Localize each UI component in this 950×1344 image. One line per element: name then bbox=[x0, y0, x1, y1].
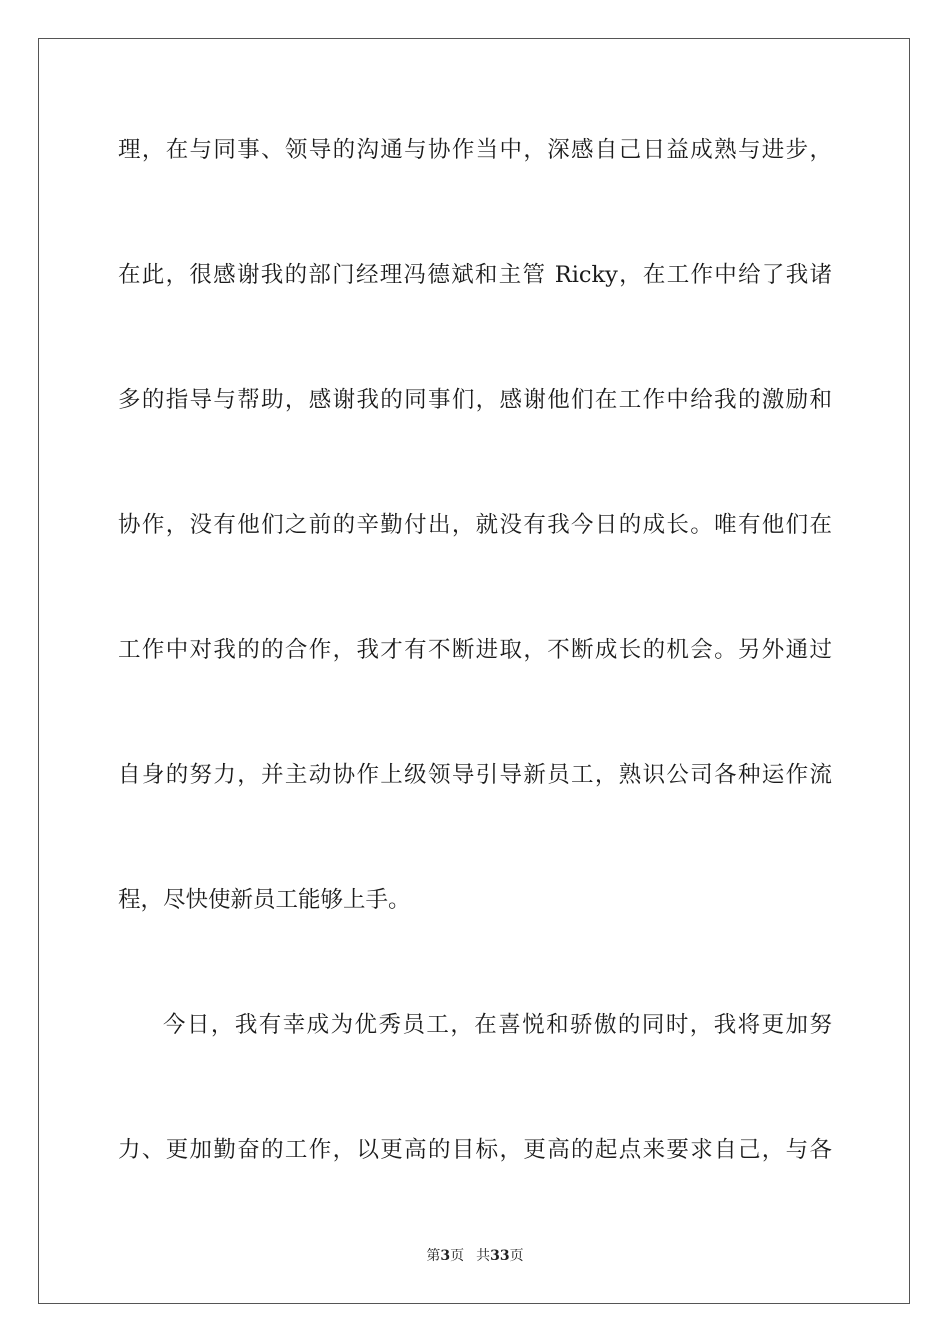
page-number: 3 bbox=[440, 1248, 451, 1264]
page-footer bbox=[0, 1246, 950, 1266]
text-line-5: 工作中对我的的合作，我才有不断进取，不断成长的机会。另外通过 bbox=[118, 637, 832, 663]
text-line-7: 程，尽快使新员工能够上手。 bbox=[118, 887, 411, 913]
total-prefix: 共 bbox=[476, 1248, 491, 1264]
page-prefix: 第 bbox=[426, 1248, 441, 1264]
text-line-1: 理，在与同事、领导的沟通与协作当中，深感自己日益成熟与进步， bbox=[118, 137, 832, 163]
total-suffix: 页 bbox=[509, 1248, 524, 1264]
text-line-6: 自身的努力，并主动协作上级领导引导新员工，熟识公司各种运作流 bbox=[118, 762, 832, 788]
text-line-3: 多的指导与帮助，感谢我的同事们，感谢他们在工作中给我的激励和 bbox=[118, 387, 832, 413]
page-suffix: 页 bbox=[450, 1248, 465, 1264]
paragraph-first-line: 今日，我有幸成为优秀员工，在喜悦和骄傲的同时，我将更加努 bbox=[163, 1012, 832, 1038]
total-pages: 33 bbox=[490, 1248, 510, 1264]
page-border bbox=[38, 38, 910, 1304]
text-line-9: 力、更加勤奋的工作，以更高的目标，更高的起点来要求自己，与各 bbox=[118, 1137, 832, 1163]
text-line-4: 协作，没有他们之前的辛勤付出，就没有我今日的成长。唯有他们在 bbox=[118, 512, 832, 538]
text-line-2: 在此，很感谢我的部门经理冯德斌和主管 Ricky，在工作中给了我诸 bbox=[118, 262, 832, 288]
